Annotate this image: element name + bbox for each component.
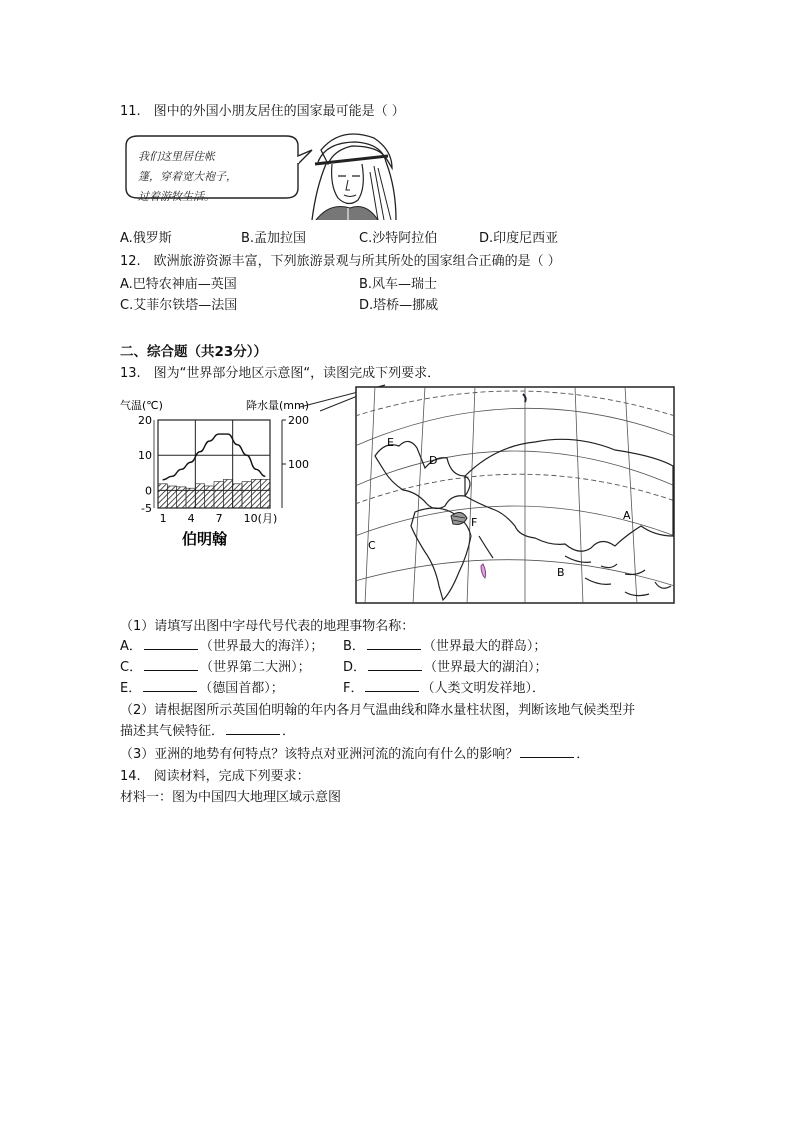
section-title: 二、综合题（共23分）） — [120, 344, 268, 360]
hint-d: （世界最大的湖泊）； — [424, 660, 548, 675]
precip-tick-label: 200 — [288, 414, 309, 427]
precip-bar — [177, 487, 186, 508]
q14-material1: 材料一：图为中国四大地理区域示意图 — [120, 790, 342, 805]
q13-row-1b — [343, 635, 546, 654]
q13-row-1 — [120, 635, 323, 654]
q13-row-3b — [343, 677, 545, 696]
precip-bar — [186, 488, 195, 508]
q13-part3 — [120, 743, 589, 762]
hint-c: （世界第二大洲）； — [200, 660, 311, 675]
precip-bar — [195, 484, 204, 508]
hint-b: （世界最大的群岛）； — [422, 639, 547, 654]
q12-option-d[interactable]: D.塔桥—挪威 — [359, 298, 439, 313]
speech-line-3: 过着游牧生活。 — [138, 190, 215, 203]
q13-part1-intro: （1）请填写出图中字母代号代表的地理事物名称： — [120, 619, 415, 634]
temp-tick-label: -5 — [141, 502, 152, 515]
q13-row-3 — [120, 677, 284, 696]
q13-stem: 13. 图为“世界部分地区示意图“，读图完成下列要求． — [120, 366, 441, 381]
part3-end: ． — [576, 747, 590, 762]
map-letter-b: B — [557, 566, 565, 579]
precip-bar — [158, 484, 167, 508]
q12-option-b[interactable]: B.风车—瑞士 — [359, 277, 438, 292]
q11-option-b[interactable]: B.孟加拉国 — [241, 231, 307, 246]
speech-line-2: 篷，穿着宽大袍子， — [138, 170, 237, 183]
label-b: B． — [343, 639, 365, 654]
temp-tick-label: 10 — [138, 449, 152, 463]
answer-part2-blank[interactable] — [226, 723, 280, 735]
answer-part3-blank[interactable] — [520, 746, 574, 758]
q13-part2-line1: （2）请根据图所示英国伯明翰的年内各月气温曲线和降水量柱状图，判断该地气候类型并 — [120, 703, 636, 718]
q13-part2-line2 — [120, 720, 295, 739]
month-tick-label: 7 — [215, 512, 223, 525]
world-map — [355, 386, 675, 604]
part2-text: 描述其气候特征． — [120, 724, 225, 739]
label-c: C． — [120, 660, 143, 675]
month-tick-label: 4 — [187, 512, 195, 525]
map-letter-a: A — [623, 509, 631, 522]
map-letter-d: D — [429, 454, 438, 467]
label-a: A． — [120, 639, 142, 654]
q11-stem: 11. 图中的外国小朋友居住的国家最可能是（ ） — [120, 104, 405, 119]
precip-bar — [242, 482, 251, 508]
label-f: F． — [343, 681, 364, 696]
hint-e: （德国首都）； — [199, 681, 284, 696]
q11-option-d[interactable]: D.印度尼西亚 — [479, 231, 559, 246]
month-tick-label: 1 — [159, 512, 167, 525]
speech-line-1: 我们这里居住帐 — [138, 150, 215, 163]
hint-a: （世界最大的海洋）； — [199, 639, 324, 654]
temp-axis-label: 气温(℃) — [120, 399, 163, 412]
map-letter-c: C — [368, 539, 376, 552]
q14-stem: 14. 阅读材料，完成下列要求： — [120, 769, 310, 784]
precip-bar — [251, 479, 260, 508]
precip-bar — [167, 486, 176, 508]
q12-option-c[interactable]: C.艾菲尔铁塔—法国 — [120, 298, 238, 313]
answer-e-blank[interactable] — [143, 680, 197, 692]
q12-stem: 12. 欧洲旅游资源丰富，下列旅游景观与所其所处的国家组合正确的是（ ） — [120, 254, 561, 269]
precip-axis-label: 降水量(mm) — [246, 399, 310, 412]
precip-bar — [214, 482, 223, 508]
temp-tick-label: 0 — [145, 484, 152, 498]
label-e: E． — [120, 681, 142, 696]
chart-city-title: 伯明翰 — [182, 530, 228, 548]
temp-tick-label: 20 — [138, 414, 152, 427]
answer-f-blank[interactable] — [365, 680, 419, 692]
climate-chart — [118, 396, 348, 556]
q13-row-2b — [343, 656, 548, 675]
precip-tick-label: 100 — [288, 458, 309, 471]
q12-option-a[interactable]: A.巴特农神庙—英国 — [120, 277, 237, 292]
map-letter-f: F — [471, 516, 478, 529]
answer-b-blank[interactable] — [367, 638, 421, 650]
q11-option-c[interactable]: C.沙特阿拉伯 — [359, 231, 438, 246]
precip-bar — [261, 479, 270, 508]
month-tick-label: 10(月) — [243, 512, 278, 525]
answer-a-blank[interactable] — [144, 638, 198, 650]
precip-bar — [205, 486, 214, 508]
precip-bar — [223, 479, 232, 508]
answer-d-blank[interactable] — [368, 659, 422, 671]
part2-end: ． — [282, 724, 296, 739]
q13-row-2 — [120, 656, 311, 675]
hint-f: （人类文明发祥地）． — [421, 681, 545, 696]
label-d: D． — [343, 660, 367, 675]
map-letter-e: E — [387, 436, 394, 449]
part3-text: （3）亚洲的地势有何特点？该特点对亚洲河流的流向有什么的影响？ — [120, 747, 519, 762]
q11-option-a[interactable]: A.俄罗斯 — [120, 231, 172, 246]
answer-c-blank[interactable] — [144, 659, 198, 671]
precip-bar — [233, 484, 242, 508]
